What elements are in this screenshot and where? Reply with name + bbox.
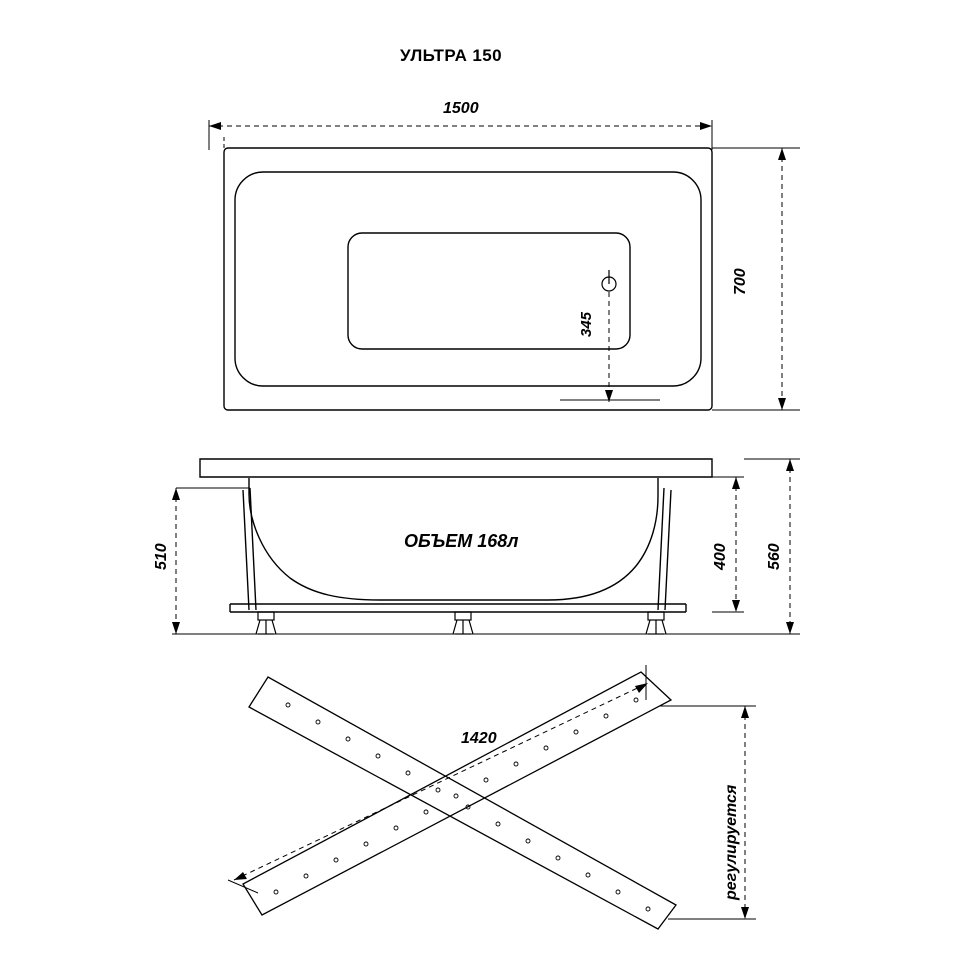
dimension-adjustable <box>660 706 756 919</box>
dimension-label-560: 560 <box>766 543 783 570</box>
dimension-label-1420: 1420 <box>461 730 497 747</box>
volume-label: ОБЪЕМ 168л <box>404 531 519 551</box>
dimension-label-510: 510 <box>153 543 170 570</box>
dimension-700 <box>712 148 800 410</box>
dimension-label-400: 400 <box>712 543 729 570</box>
page-title: УЛЬТРА 150 <box>400 46 502 65</box>
dimension-label-adjustable: регулируется <box>723 784 740 900</box>
adjustable-feet <box>256 612 666 634</box>
top-view-geometry <box>224 148 712 410</box>
dimension-label-345: 345 <box>578 311 595 337</box>
dimension-1500 <box>209 120 712 150</box>
dimension-label-1500: 1500 <box>443 100 479 117</box>
dimension-label-700: 700 <box>732 268 749 295</box>
drain-symbol <box>602 270 616 291</box>
frame-cross-geometry <box>243 672 676 929</box>
